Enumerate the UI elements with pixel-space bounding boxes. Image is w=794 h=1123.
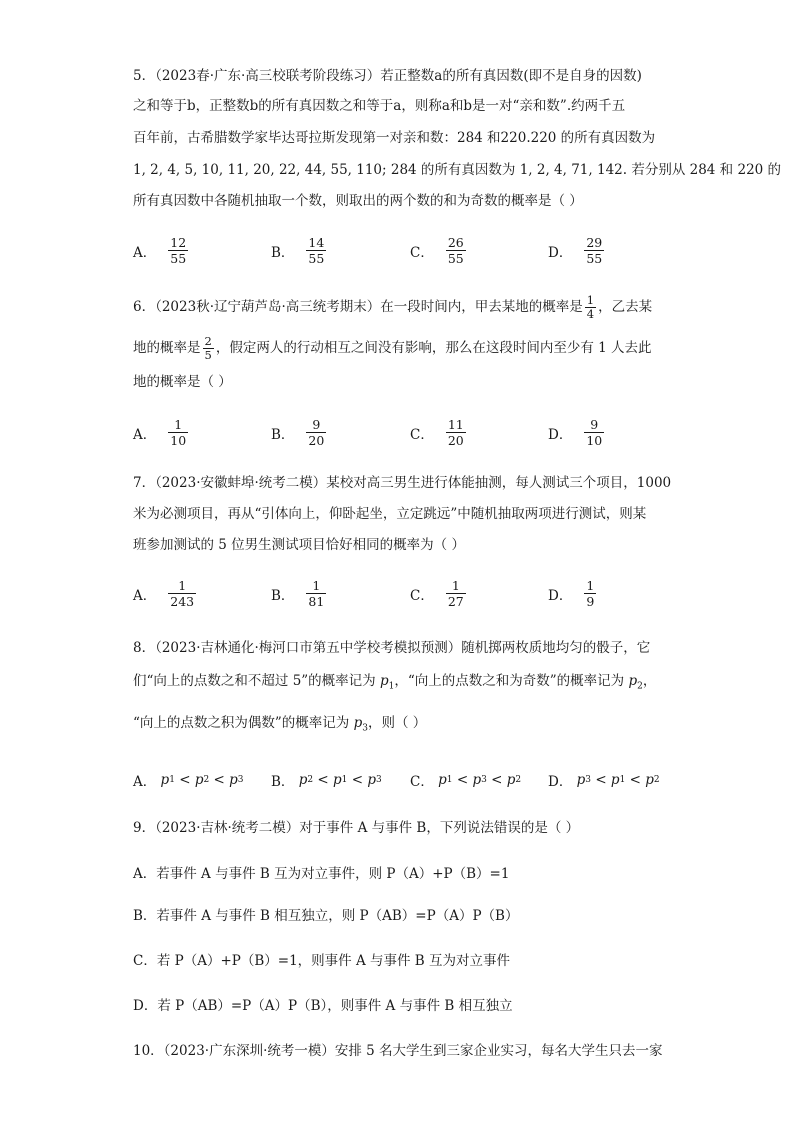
q8-option-d[interactable]: D． p 3 < p 1 < p 2 bbox=[548, 772, 660, 790]
q9-option-a[interactable]: A．若事件 A 与事件 B 互为对立事件，则 P（A）+P（B）=1 bbox=[133, 866, 510, 882]
q5-line3: 百年前，古希腊数学家毕达哥拉斯发现第一对亲和数：284 和220.220 的所有真因数为 bbox=[133, 130, 656, 146]
q7-line2: 米为必测项目，再从“引体向上，仰卧起坐，立定跳远”中随机抽取两项进行测试，则某 bbox=[133, 506, 647, 522]
q5-option-d[interactable]: D． $\frac{29}{55}$ bbox=[548, 235, 603, 266]
q5-line2: 之和等于b，正整数b的所有真因数之和等于a，则称a和b是一对“亲和数”.约两千五 bbox=[133, 98, 626, 114]
q8-line1: 8．（2023·吉林通化·梅河口市第五中学校考模拟预测）随机掷两枚质地均匀的骰子，它 bbox=[133, 640, 651, 656]
q6-option-a[interactable]: A． $\frac{1}{10}$ bbox=[133, 417, 187, 448]
q6-option-b[interactable]: B． $\frac{9}{20}$ bbox=[271, 417, 325, 448]
fraction: $\frac{2}{5}$ bbox=[204, 334, 212, 362]
q6-option-d[interactable]: D． $\frac{9}{10}$ bbox=[548, 417, 603, 448]
q10-line1: 10．（2023·广东深圳·统考一模）安排 5 名大学生到三家企业实习，每名大学生只去一家 bbox=[133, 1043, 663, 1059]
fraction: $\frac{9}{20}$ bbox=[308, 417, 325, 448]
q6-option-c[interactable]: C． $\frac{11}{20}$ bbox=[410, 417, 464, 448]
q9-option-b[interactable]: B．若事件 A 与事件 B 相互独立，则 P（AB）=P（A）P（B） bbox=[133, 908, 519, 924]
q6-line3: 地的概率是（ ） bbox=[133, 374, 232, 390]
fraction: $\frac{9}{10}$ bbox=[586, 417, 603, 448]
q5-line5: 所有真因数中各随机抽取一个数，则取出的两个数的和为奇数的概率是（ ） bbox=[133, 193, 583, 209]
q5-line1: 5．（2023春·广东·高三校联考阶段练习）若正整数a的所有真因数(即不是自身的因数) bbox=[133, 68, 642, 84]
q7-option-d[interactable]: D． $\frac{1}{9}$ bbox=[548, 578, 595, 609]
q7-option-b[interactable]: B． $\frac{1}{81}$ bbox=[271, 578, 325, 609]
fraction: $\frac{14}{55}$ bbox=[308, 235, 325, 266]
fraction: $\frac{29}{55}$ bbox=[586, 235, 603, 266]
q7-option-a[interactable]: A． $\frac{1}{243}$ bbox=[133, 578, 195, 609]
q8-line3: “向上的点数之积为偶数”的概率记为 $p_3$，则（ ） bbox=[133, 715, 427, 734]
fraction: $\frac{11}{20}$ bbox=[447, 417, 464, 448]
q5-line4: 1, 2, 4, 5, 10, 11, 20, 22, 44, 55, 110; 284 的所有真因数为 1, 2, 4, 71, 142. 若分别从 284 和 220 的 bbox=[133, 162, 782, 178]
fraction: $\frac{1}{27}$ bbox=[447, 578, 464, 609]
fraction: $\frac{1}{81}$ bbox=[308, 578, 325, 609]
q8-option-c[interactable]: C． p 1 < p 3 < p 2 bbox=[410, 772, 522, 790]
q5-option-a[interactable]: A． $\frac{12}{55}$ bbox=[133, 235, 187, 266]
fraction: $\frac{1}{243}$ bbox=[170, 578, 195, 609]
q6-line1: 6．（2023秋·辽宁葫芦岛·高三统考期末）在一段时间内，甲去某地的概率是 $\frac{1}{4}$ ，乙去某 bbox=[133, 293, 653, 321]
q7-option-c[interactable]: C． $\frac{1}{27}$ bbox=[410, 578, 464, 609]
q6-line2: 地的概率是 $\frac{2}{5}$ ，假定两人的行动相互之间没有影响，那么在这段时间内至少有 1 人去此 bbox=[133, 334, 652, 362]
fraction: $\frac{1}{9}$ bbox=[586, 578, 595, 609]
q8-option-a[interactable]: A． p 1 < p 2 < p 3 bbox=[133, 772, 244, 790]
q9-stem: 9．（2023·吉林·统考二模）对于事件 A 与事件 B，下列说法错误的是（ ） bbox=[133, 820, 580, 836]
q8-line2: 们“向上的点数之和不超过 5”的概率记为 $p_1$，“向上的点数之和为奇数”的概率记为 $p_2$， bbox=[133, 673, 657, 692]
fraction: $\frac{12}{55}$ bbox=[170, 235, 187, 266]
q7-line3: 班参加测试的 5 位男生测试项目恰好相同的概率为（ ） bbox=[133, 537, 465, 553]
q7-line1: 7．（2023·安徽蚌埠·统考二模）某校对高三男生进行体能抽测，每人测试三个项目，1000 bbox=[133, 475, 672, 491]
fraction: $\frac{26}{55}$ bbox=[447, 235, 464, 266]
q9-option-c[interactable]: C．若 P（A）+P（B）=1，则事件 A 与事件 B 互为对立事件 bbox=[133, 953, 511, 969]
q8-option-b[interactable]: B． p 2 < p 1 < p 3 bbox=[271, 772, 382, 790]
fraction: $\frac{1}{10}$ bbox=[170, 417, 187, 448]
fraction: $\frac{1}{4}$ bbox=[586, 293, 595, 321]
q5-option-b[interactable]: B． $\frac{14}{55}$ bbox=[271, 235, 325, 266]
q9-option-d[interactable]: D．若 P（AB）=P（A）P（B），则事件 A 与事件 B 相互独立 bbox=[133, 998, 513, 1014]
q5-option-c[interactable]: C． $\frac{26}{55}$ bbox=[410, 235, 464, 266]
